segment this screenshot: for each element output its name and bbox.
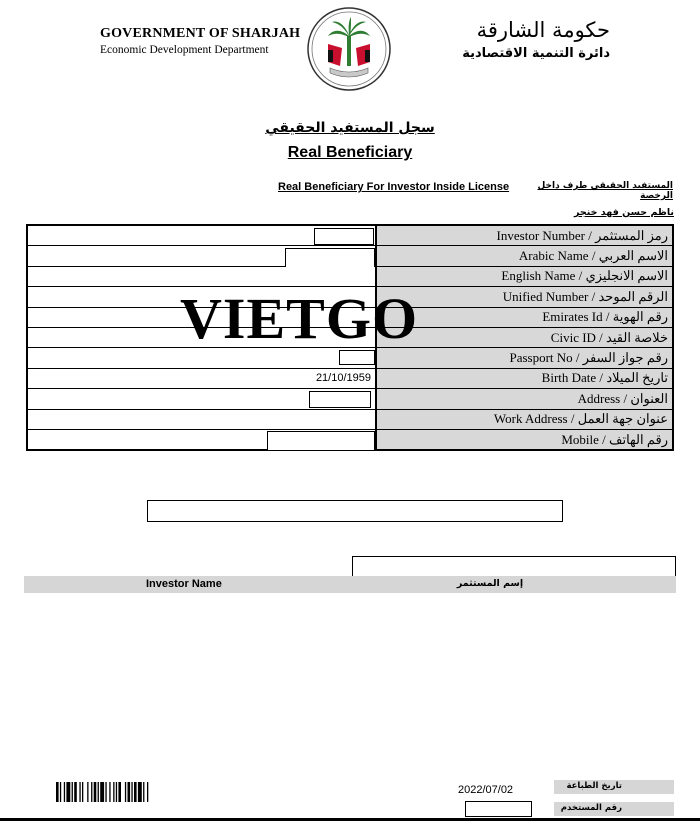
arabic-name-value [27,246,376,266]
table-row [27,429,673,450]
table-row [27,246,673,266]
table-row [27,409,673,429]
redaction-box [465,801,532,817]
investor-number-value [27,225,376,246]
investor-name-label-ar: إسم المستثمر [456,578,524,589]
government-title-en: GOVERNMENT OF SHARJAH [100,26,301,41]
birth-date-value: 21/10/1959 [27,368,376,388]
passport-no-label: Passport No / رقم جواز السفر [376,348,673,368]
page-title-ar: سجل المستفيد الحقيقي [265,120,435,136]
page-title-en: Real Beneficiary [287,144,413,161]
user-number-label: رقم المستخدم [554,802,674,816]
arabic-name-label: Arabic Name / الاسم العربي [376,246,673,266]
redaction-box [309,391,371,408]
print-date-label: تاريخ الطباعة [554,780,674,794]
print-date-value: 2022/07/02 [458,784,514,796]
unified-number-label: Unified Number / الرقم الموحد [376,287,673,307]
redaction-box [267,431,375,451]
address-label: Address / العنوان [376,389,673,409]
watermark-text: VIETGO [180,286,419,351]
redaction-box [352,556,676,578]
civic-id-label: Civic ID / خلاصة القيد [376,327,673,347]
government-title-ar: حكومة الشارقة [476,18,610,42]
mobile-value [27,429,376,450]
investor-name-bar [24,576,676,593]
redaction-box [314,228,374,245]
beneficiary-name-ar: ناظم حسن فهد خنجر [574,207,674,218]
department-title-ar: دائرة التنمية الاقتصادية [462,46,610,61]
mobile-label: Mobile / رقم الهاتف [376,429,673,450]
sharjah-emblem-icon [306,6,392,92]
english-name-label: English Name / الاسم الانجليزي [376,266,673,286]
redaction-box [147,500,563,522]
table-row [27,389,673,409]
redaction-box [339,350,375,365]
table-row [27,368,673,388]
address-value [27,389,376,409]
work-address-value [27,409,376,429]
table-row [27,225,673,246]
english-name-value [27,266,376,286]
department-title-en: Economic Development Department [100,44,269,56]
investor-number-label: Investor Number / رمز المستثمر [376,225,673,246]
section-subtitle-ar: المستفيد الحقيقي طرف داخل الرخصة [537,181,673,201]
investor-name-label-en: Investor Name [146,578,222,590]
birth-date-label: Birth Date / تاريخ الميلاد [376,368,673,388]
table-row [27,266,673,286]
emirates-id-label: Emirates Id / رقم الهوية [376,307,673,327]
page-bottom-border [0,818,700,821]
section-subtitle-en: Real Beneficiary For Investor Inside License [278,181,510,193]
barcode-icon [56,782,192,802]
work-address-label: Work Address / عنوان جهة العمل [376,409,673,429]
